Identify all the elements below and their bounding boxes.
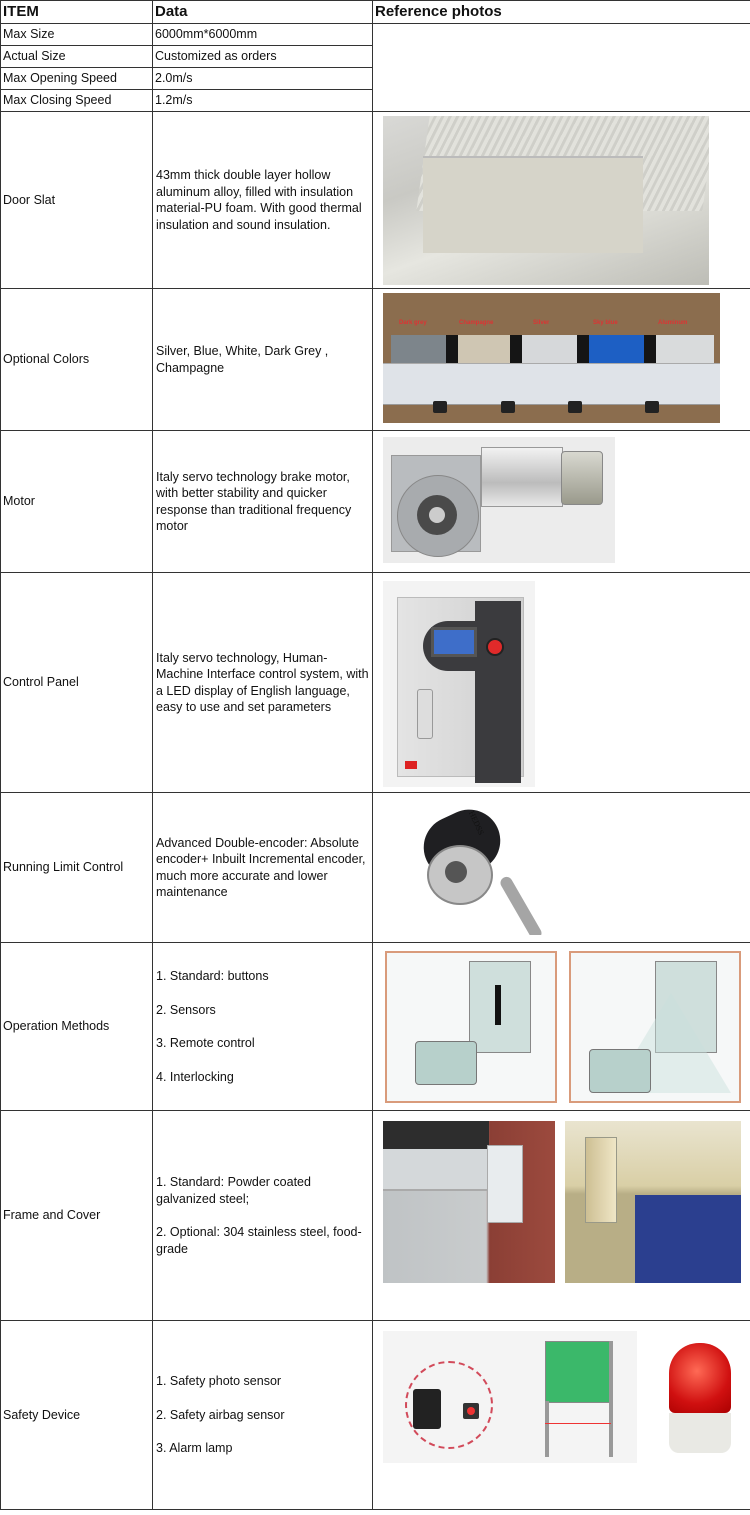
row-item: Safety Device <box>1 1321 153 1510</box>
table-row-optional-colors <box>1 289 750 431</box>
door-handle <box>417 689 433 739</box>
header-item: ITEM <box>1 1 153 24</box>
header-photos: Reference photos <box>373 1 750 24</box>
row-item: Operation Methods <box>1 943 153 1111</box>
row-item: Max Opening Speed <box>1 68 153 90</box>
photo-cell <box>373 1111 750 1321</box>
color-samples-photo: Dark grey Champagne Silver Sky blue Aluminum <box>383 293 720 423</box>
sensor-operation-illustration <box>569 951 741 1103</box>
photo-sensor-illustration <box>383 1331 637 1463</box>
row-item: Optional Colors <box>1 289 153 431</box>
photo-cell <box>373 289 750 431</box>
table-row-safety-device <box>1 1321 750 1510</box>
photo-cell <box>373 793 750 943</box>
table-row-control-panel <box>1 573 750 793</box>
forklift-icon <box>415 1041 477 1085</box>
table-row <box>1 24 750 46</box>
swatch-silver <box>522 335 577 365</box>
table-row-motor <box>1 431 750 573</box>
row-data: Silver, Blue, White, Dark Grey , Champagne <box>153 289 373 431</box>
row-data: Advanced Double-encoder: Absolute encoder+ Inbuilt Incremental encoder, much more accurate and lower maintenance <box>153 793 373 943</box>
galvanized-frame-photo <box>383 1121 555 1283</box>
row-item: Max Size <box>1 24 153 46</box>
row-data: 1. Standard: buttons 2. Sensors 3. Remote control 4. Interlocking <box>153 943 373 1111</box>
row-data: 1.2m/s <box>153 90 373 112</box>
swatch-dark-grey <box>391 335 446 365</box>
row-data: Customized as orders <box>153 46 373 68</box>
lcd-display <box>431 627 477 657</box>
photo-cell <box>373 431 750 573</box>
row-item: Actual Size <box>1 46 153 68</box>
row-data: 6000mm*6000mm <box>153 24 373 46</box>
table-row-running-limit-control <box>1 793 750 943</box>
row-item: Control Panel <box>1 573 153 793</box>
row-data: 1. Standard: Powder coated galvanized steel; 2. Optional: 304 stainless steel, food-grade <box>153 1111 373 1321</box>
row-item: Running Limit Control <box>1 793 153 943</box>
row-item: Door Slat <box>1 112 153 289</box>
swatch-champagne <box>458 335 510 365</box>
row-data: Italy servo technology brake motor, with better stability and quicker response than traditional frequency motor <box>153 431 373 573</box>
row-data: 1. Safety photo sensor 2. Safety airbag sensor 3. Alarm lamp <box>153 1321 373 1510</box>
sensor-beam <box>545 1423 611 1424</box>
table-row-operation-methods <box>1 943 750 1111</box>
swatch-blue <box>589 335 644 365</box>
alarm-lamp-photo <box>663 1333 737 1465</box>
empty-photo-cell <box>373 24 750 112</box>
green-door <box>545 1341 613 1403</box>
swatch-aluminum <box>656 335 714 365</box>
row-data: Italy servo technology, Human-Machine Interface control system, with a LED display of English language, easy to use and set parameters <box>153 573 373 793</box>
photo-cell <box>373 1321 750 1510</box>
row-item: Motor <box>1 431 153 573</box>
photo-cell <box>373 943 750 1111</box>
door-slat-photo <box>383 116 709 285</box>
table-row-door-slat <box>1 112 750 289</box>
servo-motor-photo <box>383 437 615 563</box>
photo-cell <box>373 573 750 793</box>
table-row-frame-and-cover <box>1 1111 750 1321</box>
stop-button-icon <box>486 638 504 656</box>
row-item: Frame and Cover <box>1 1111 153 1321</box>
button-operation-illustration <box>385 951 557 1103</box>
row-item: Max Closing Speed <box>1 90 153 112</box>
row-data: 2.0m/s <box>153 68 373 90</box>
encoder-cable <box>498 875 543 935</box>
forklift-icon <box>589 1049 651 1093</box>
control-box-photo <box>383 581 535 787</box>
stainless-frame-photo <box>565 1121 741 1283</box>
red-beacon <box>669 1343 731 1413</box>
encoder-photo: HEDSS <box>383 795 573 935</box>
header-row <box>1 1 750 24</box>
row-data: 43mm thick double layer hollow aluminum alloy, filled with insulation material-PU foam. With good thermal insulation and sound insulation. <box>153 112 373 289</box>
header-data: Data <box>153 1 373 24</box>
sensor-unit-icon <box>413 1389 441 1429</box>
photo-cell <box>373 112 750 289</box>
arrow-up-icon <box>495 985 501 1025</box>
